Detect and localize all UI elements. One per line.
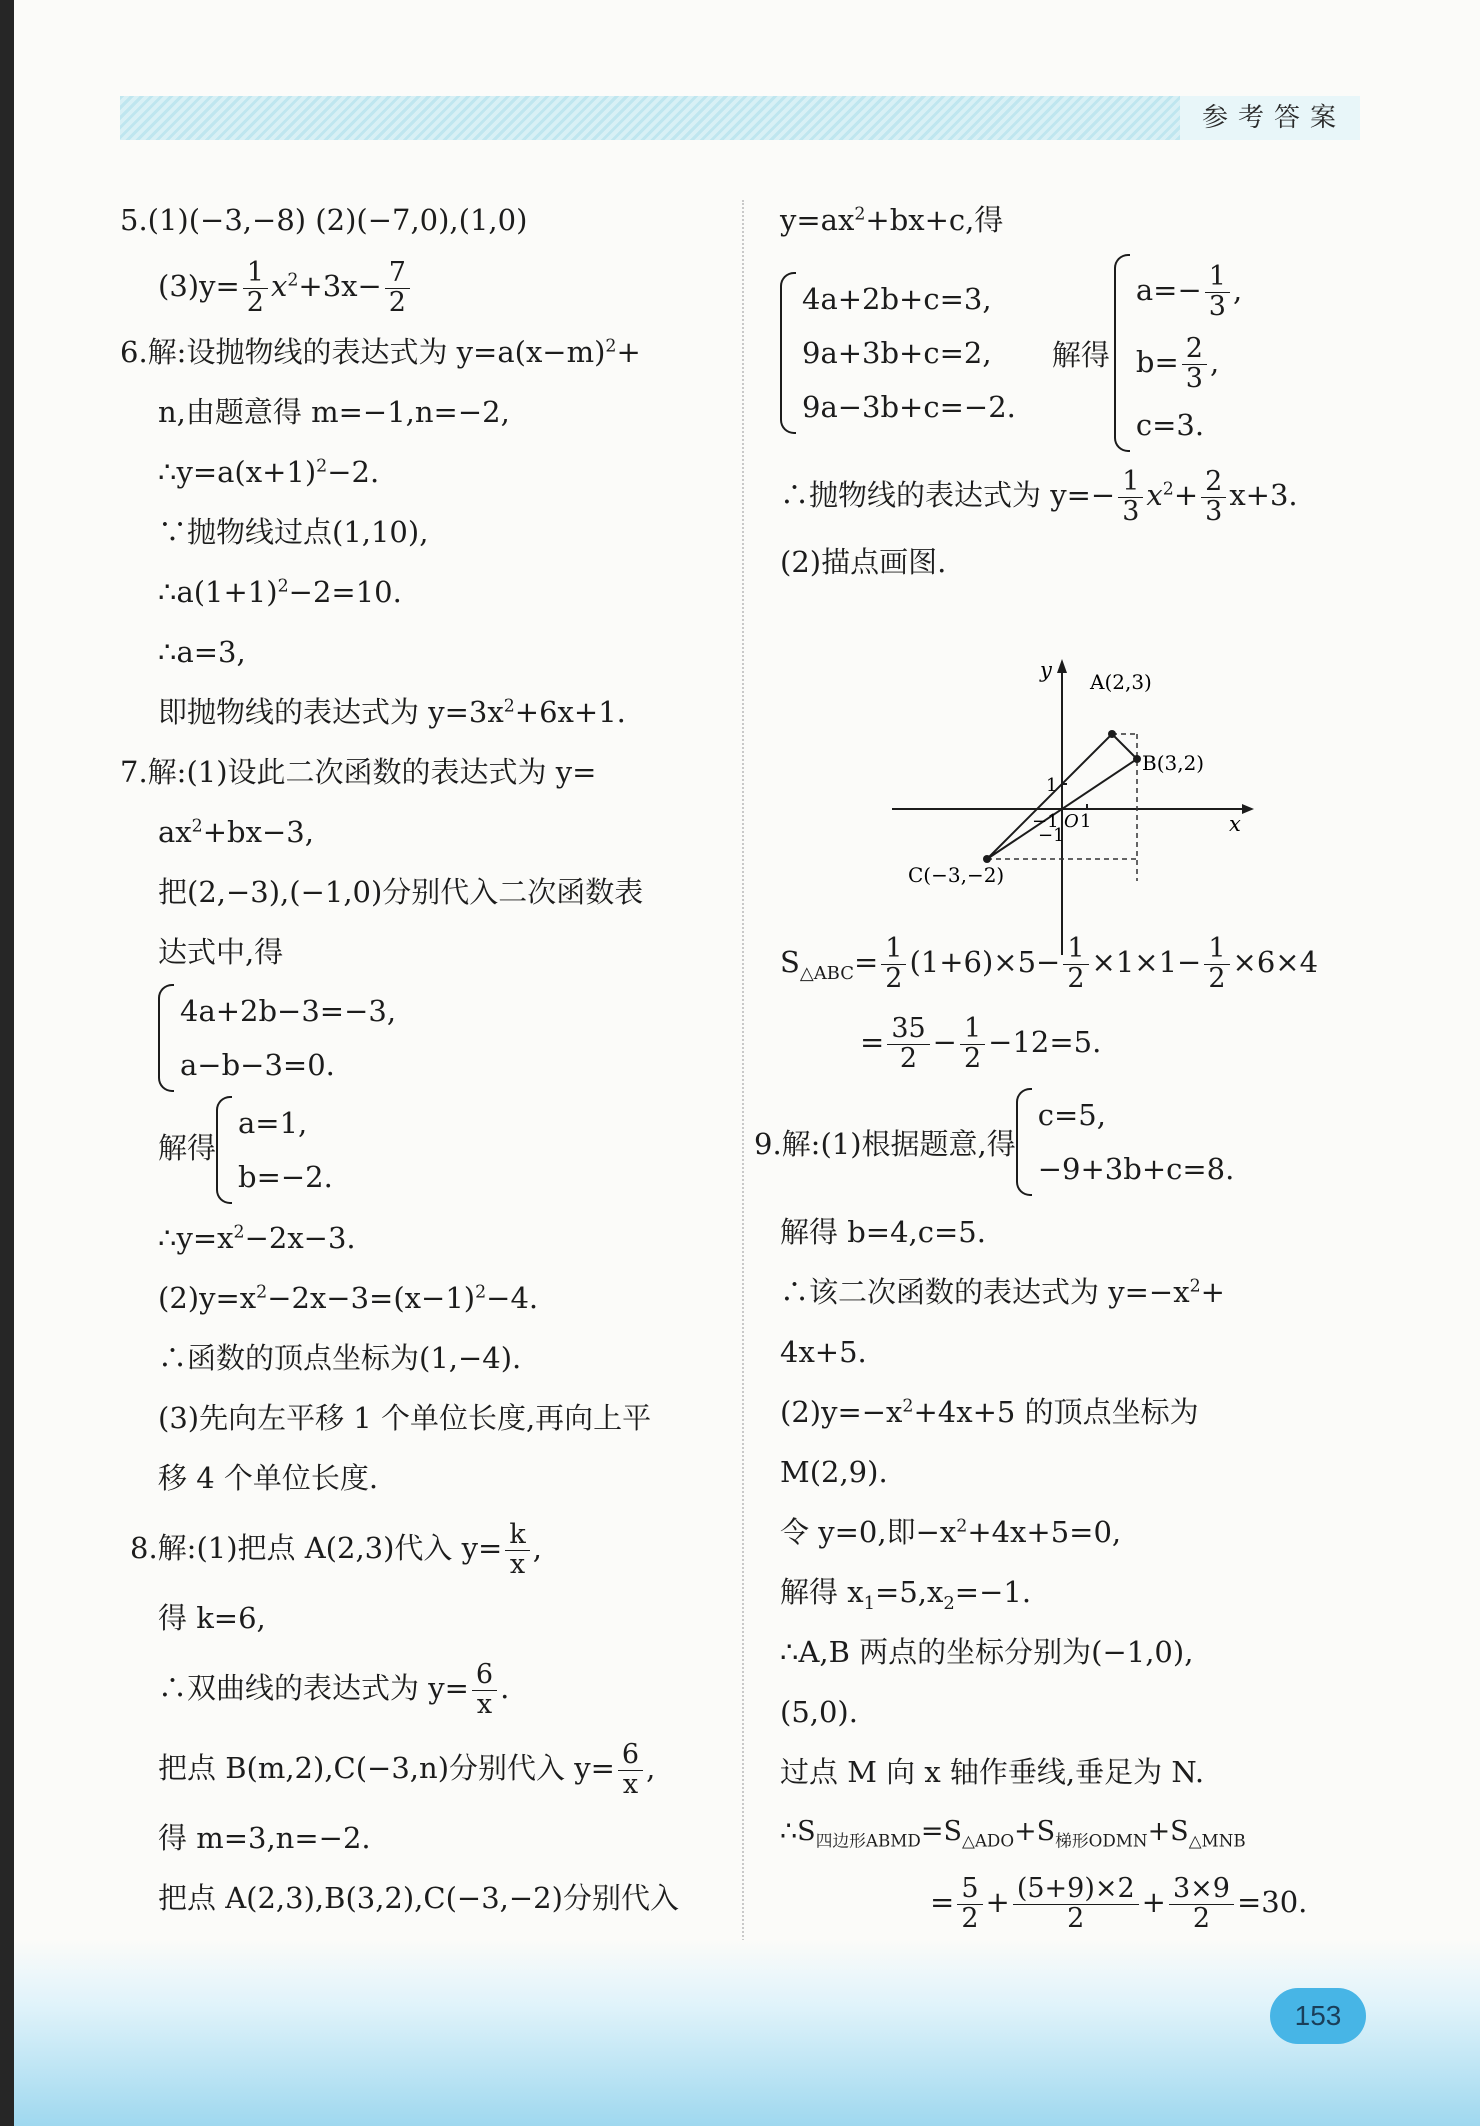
r-line2: ∴抛物线的表达式为 y=− $\frac{1}{3}$ $x^2+$ $\frac{2}{3}$ x+3. <box>780 466 1298 527</box>
tick-label-m1x: −1 <box>1032 811 1059 832</box>
x-axis-label: x <box>1229 812 1241 836</box>
tick-label-1x: 1 <box>1080 811 1092 832</box>
q9-line2: 解得 b=4,c=5. <box>780 1215 986 1249</box>
q9-line8: 解得 $x_1=5,x_2=-1$. <box>780 1575 1032 1614</box>
fraction: $\frac{6}{x}$ <box>472 1661 497 1719</box>
q9-line9: ∴A,B 两点的坐标分别为(−1,0), <box>780 1635 1194 1669</box>
q6-line4: ∵抛物线过点(1,10), <box>158 515 429 549</box>
q5-line1: 5.(1)(−3,−8) (2)(−7,0),(1,0) <box>120 203 528 237</box>
q7-line6: $(2)y=x^2-2x-3=(x-1)^2-4$. <box>158 1281 539 1315</box>
q8-line6: 把点 A(2,3),B(3,2),C(−3,−2)分别代入 <box>158 1881 679 1915</box>
header-title: 参考答案 <box>1180 96 1360 140</box>
r-system: 4a+2b+c=3, 9a+3b+c=2, 9a−3b+c=−2. <box>780 272 1016 434</box>
q7-line8: (3)先向左平移 1 个单位长度,再向上平 <box>158 1401 652 1435</box>
q8-line5: 得 m=3,n=−2. <box>158 1821 371 1855</box>
q7-system: 4a+2b−3=−3, a−b−3=0. <box>120 984 730 1092</box>
q9-line4: 4x+5. <box>780 1335 867 1369</box>
right-column <box>754 190 1360 1942</box>
tick-label-m1y: −1 <box>1038 825 1065 846</box>
q9-line13: = $\frac{5}{2}$ + $\frac{(5+9)\times 2}{2}$ + $\frac{3\times 9}{2}$ =30. <box>930 1873 1308 1934</box>
left-column <box>120 190 730 1928</box>
point-label-c: C(−3,−2) <box>908 863 1005 887</box>
tick-label-1y: 1 <box>1046 775 1058 796</box>
area-line2: = $\frac{35}{2}$ − $\frac{1}{2}$ −12=5. <box>860 1013 1102 1074</box>
x-axis-arrow <box>1242 804 1254 814</box>
q7-line7: ∴函数的顶点坐标为(1,−4). <box>158 1341 522 1375</box>
q8-line3: ∴双曲线的表达式为 y= $\frac{6}{x}$ . <box>158 1659 510 1720</box>
r-system-block <box>780 254 1360 452</box>
q9-line1: 9.解:(1)根据题意,得 c=5, −9+3b+c=8. <box>754 1088 1360 1196</box>
q6-line3: $\therefore y=a(x+1)^2-2$. <box>158 455 380 489</box>
q9-line11: 过点 M 向 x 轴作垂线,垂足为 N. <box>780 1755 1205 1789</box>
fraction: $\frac{1}{2}$ <box>243 259 268 317</box>
fraction: $\frac{k}{x}$ <box>505 1521 529 1579</box>
y-axis-arrow <box>1057 659 1067 673</box>
r-line1: $y=ax^2+bx+c$,得 <box>780 203 1004 237</box>
q6-line2: n,由题意得 m=−1,n=−2, <box>158 395 510 429</box>
q9-line5: $(2)y=-x^2+4x+5$ 的顶点坐标为 <box>780 1395 1199 1429</box>
q6-line5: $\therefore a(1+1)^2-2=10$. <box>158 575 402 609</box>
q6-line6: ∴a=3, <box>158 635 246 669</box>
origin-label: O <box>1064 811 1079 832</box>
q7-line9: 移 4 个单位长度. <box>158 1461 379 1495</box>
q7-line1: 7.解:(1)设此二次函数的表达式为 y= <box>120 755 597 789</box>
book-spine <box>0 0 14 2126</box>
fraction: $\frac{6}{x}$ <box>618 1741 643 1799</box>
q7-solution: 解得 a=1, b=−2. <box>120 1096 730 1204</box>
r-solution: a=− $\frac{1}{3}$ , b= $\frac{2}{3}$ , c=3. <box>1114 254 1242 452</box>
coordinate-graph <box>880 655 1260 965</box>
q8-line1: 8.解:(1)把点 A(2,3)代入 y= $\frac{k}{x}$ , <box>130 1519 542 1580</box>
q5-line3: (3)y= $\frac{1}{2}$ $x^2+3x-$ $\frac{7}{2}$ <box>120 250 730 322</box>
q9-line12: $\therefore S_{四边形ABMD}=S_{\triangle ADO}+S_{梯形ODMN}+S_{\triangle MNB}$ <box>780 1816 1246 1851</box>
q9-line3: ∴该二次函数的表达式为 $y=-x^2+$ <box>780 1275 1225 1309</box>
bottom-band <box>14 1940 1480 2126</box>
r-solve-label: 解得 <box>1051 337 1110 372</box>
q7-line2: $ax^2+bx-3$, <box>158 815 314 849</box>
q9-line7: 令 y=0,即$-x^2+4x+5=0$, <box>780 1515 1122 1549</box>
q7-line4: 达式中,得 <box>158 935 284 969</box>
header-band <box>120 96 1360 140</box>
column-divider <box>742 200 744 1960</box>
point-c <box>983 855 991 863</box>
point-label-b: B(3,2) <box>1142 751 1205 775</box>
page-number: 153 <box>1270 1988 1366 2044</box>
q6-line7: 即抛物线的表达式为 $y=3x^2+6x+1$. <box>158 695 626 729</box>
q8-line2: 得 k=6, <box>158 1601 266 1635</box>
q8-line4: 把点 B(m,2),C(−3,n)分别代入 y= $\frac{6}{x}$ , <box>158 1739 656 1800</box>
q6-line1: 6.解:设抛物线的表达式为 $y=a(x-m)^2+$ <box>120 335 641 369</box>
area-line1: $S_{\triangle ABC}=$ $\frac{1}{2}$ (1+6)×5− $\frac{1}{2}$ ×1×1− $\frac{1}{2}$ ×6×4 <box>780 933 1319 994</box>
q7-line5: $\therefore y=x^2-2x-3$. <box>158 1221 356 1255</box>
y-axis-label: y <box>1040 658 1052 682</box>
q7-line3: 把(2,−3),(−1,0)分别代入二次函数表 <box>158 875 644 909</box>
q9-line6: M(2,9). <box>780 1455 888 1489</box>
point-label-a: A(2,3) <box>1090 670 1152 694</box>
point-b <box>1133 755 1141 763</box>
q9-line10: (5,0). <box>780 1695 858 1729</box>
r-line3: (2)描点画图. <box>780 545 947 579</box>
point-a <box>1108 730 1116 738</box>
fraction: $\frac{7}{2}$ <box>385 259 410 317</box>
